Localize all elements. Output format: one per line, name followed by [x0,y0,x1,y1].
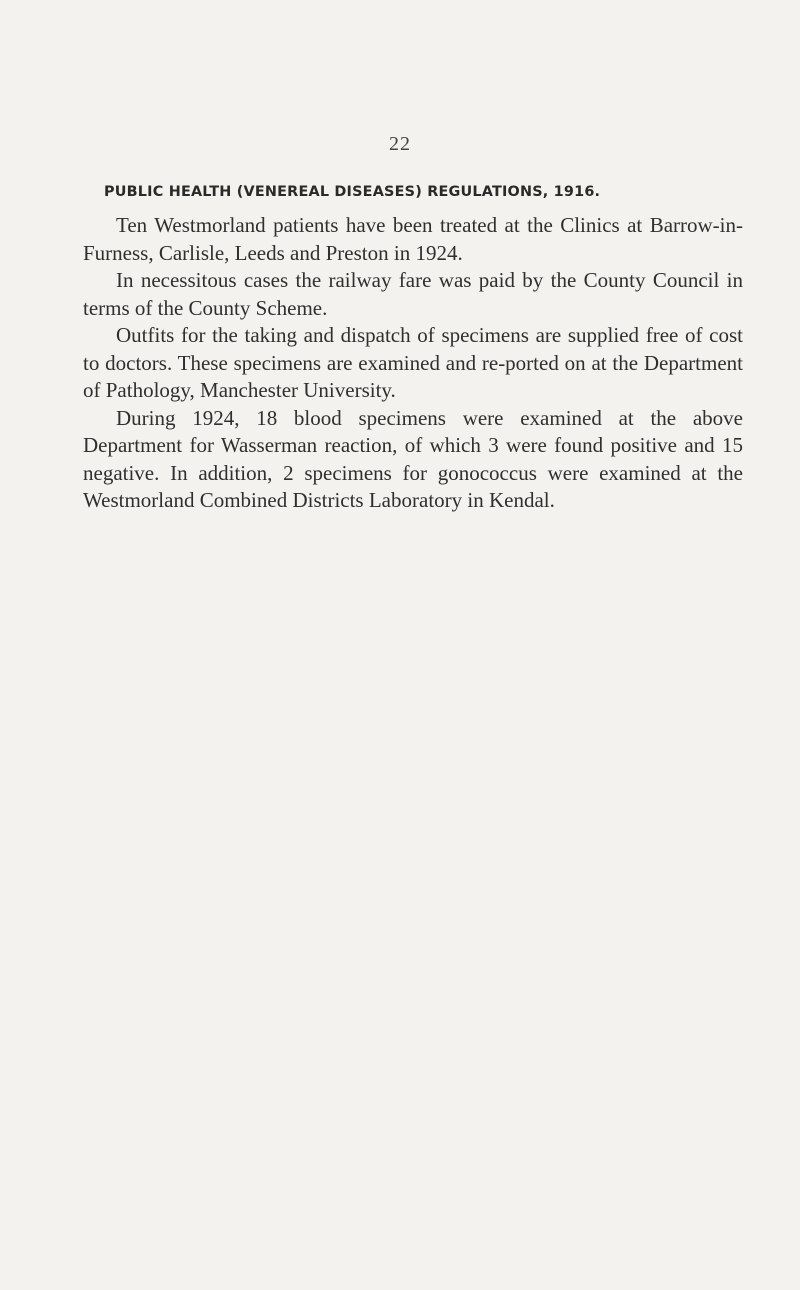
paragraph-clinics: Ten Westmorland patients have been treated at the Clinics at Barrow-in-Furness, Carlisle, Leeds and Preston in 1924. [83,213,743,265]
page-number: 22 [389,133,411,155]
paragraph-specimens: During 1924, 18 blood specimens were examined at the above Department for Wasserman reaction, of which 3 were found positive and 15 negative. In addition, 2 specimens for gonococcus were examined at the Westmorland Combined Districts Laboratory in Kendal. [83,405,743,512]
body-text [83,212,743,515]
paragraph-railway-fare: In necessitous cases the railway fare was paid by the County Council in terms of the County Scheme. [83,268,743,320]
paragraph-outfits: Outfits for the taking and dispatch of specimens are supplied free of cost to doctors. These specimens are examined and re-ported on at the Department of Pathology, Manchester University. [83,323,743,402]
section-heading: PUBLIC HEALTH (VENEREAL DISEASES) REGULATIONS, 1916. [104,184,601,200]
